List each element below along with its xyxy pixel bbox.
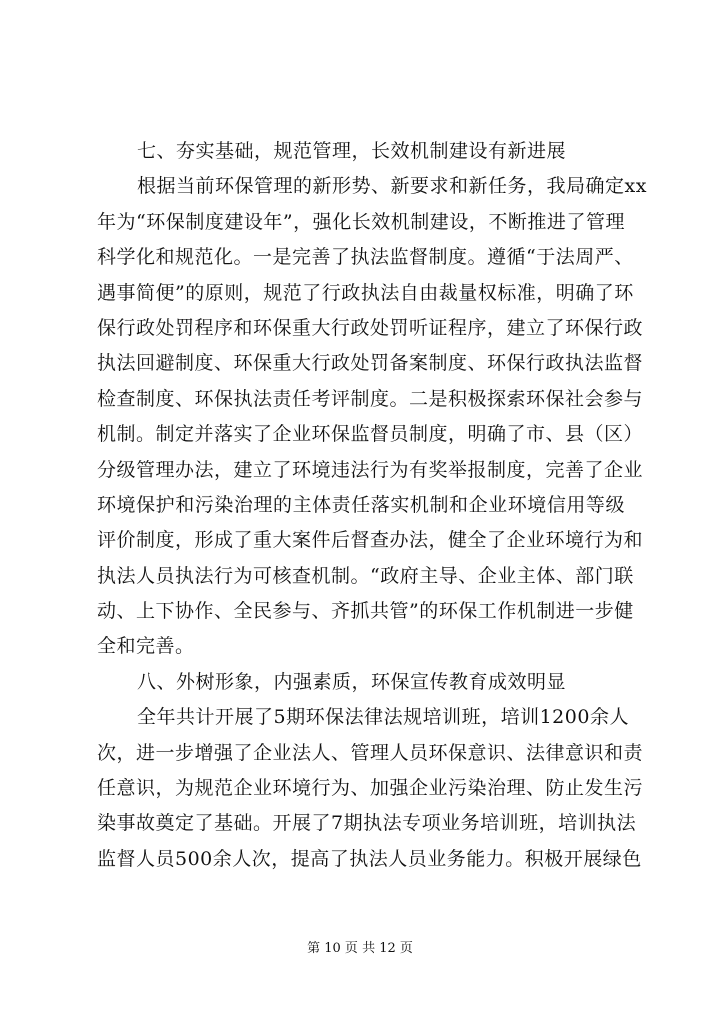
paragraph-line: 染事故奠定了基础。开展了7期执法专项业务培训班，培训执法 [97, 812, 637, 835]
paragraph-line: 任意识，为规范企业环境行为、加强企业污染治理、防止发生污 [97, 777, 644, 800]
page-number-footer: 第 10 页 共 12 页 [307, 941, 413, 956]
document-body [97, 134, 647, 877]
paragraph-line: 评价制度，形成了重大案件后督查办法，健全了企业环境行为和 [97, 529, 644, 552]
paragraph-line: 年为“环保制度建设年”，强化长效机制建设，不断推进了管理 [97, 210, 625, 233]
paragraph-line: 全年共计开展了5期环保法律法规培训班，培训1200余人 [137, 706, 629, 729]
paragraph-line: 环境保护和污染治理的主体责任落实机制和企业环境信用等级 [97, 493, 625, 516]
paragraph-line: 科学化和规范化。一是完善了执法监督制度。遵循“于法周严、 [97, 246, 634, 269]
paragraph-line: 执法人员执法行为可核查机制。“政府主导、企业主体、部门联 [97, 564, 634, 587]
paragraph-line: 保行政处罚程序和环保重大行政处罚听证程序，建立了环保行政 [97, 316, 644, 339]
paragraph-line: 遇事简便”的原则，规范了行政执法自由裁量权标准，明确了环 [97, 281, 634, 304]
paragraph-line: 检查制度、环保执法责任考评制度。二是积极探索环保社会参与 [97, 387, 644, 410]
paragraph-line: 机制。制定并落实了企业环保监督员制度，明确了市、县（区） [97, 423, 644, 446]
paragraph-line: 全和完善。 [97, 635, 195, 658]
paragraph-line: 根据当前环保管理的新形势、新要求和新任务，我局确定xx [137, 175, 647, 198]
section-heading-8: 八、外树形象，内强素质，环保宣传教育成效明显 [137, 670, 567, 693]
paragraph-line: 监督人员500余人次，提高了执法人员业务能力。积极开展绿色 [97, 847, 642, 870]
paragraph-line: 动、上下协作、全民参与、齐抓共管”的环保工作机制进一步健 [97, 600, 634, 623]
paragraph-line: 分级管理办法，建立了环境违法行为有奖举报制度，完善了企业 [97, 458, 644, 481]
paragraph-line: 执法回避制度、环保重大行政处罚备案制度、环保行政执法监督 [97, 352, 644, 375]
section-heading-7: 七、夯实基础，规范管理，长效机制建设有新进展 [137, 140, 567, 162]
paragraph-line: 次，进一步增强了企业法人、管理人员环保意识、法律意识和责 [97, 741, 644, 764]
